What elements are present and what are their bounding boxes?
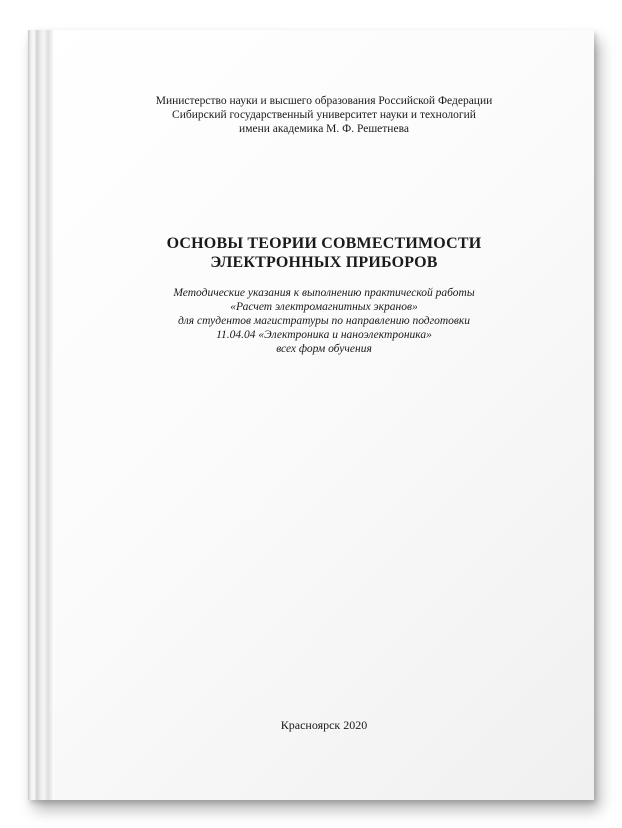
title-line-1: ОСНОВЫ ТЕОРИИ СОВМЕСТИМОСТИ [166,235,482,252]
document-title [54,234,594,272]
institution-line-named-after: имени академика М. Ф. Решетнева [239,123,409,135]
institution-block [54,94,594,136]
description-line-3: для студентов магистратуры по направлению подготовки [177,315,471,327]
description-line-2: «Расчет электромагнитных экранов» [230,301,418,313]
city-year: Красноярск 2020 [280,718,368,732]
description-line-5: всех форм обучения [276,343,372,355]
title-line-2: ЭЛЕКТРОННЫХ ПРИБОРОВ [210,254,438,271]
cover-face [54,30,594,800]
description-line-1: Методические указания к выполнению практической работы [173,287,475,299]
institution-line-university: Сибирский государственный университет науки и технологий [172,109,476,121]
document-description [54,286,594,356]
book-cover [28,30,594,800]
book-spine [28,30,54,800]
institution-line-ministry: Министерство науки и высшего образования Российской Федерации [155,95,493,107]
description-line-4: 11.04.04 «Электроника и наноэлектроника» [216,329,432,341]
